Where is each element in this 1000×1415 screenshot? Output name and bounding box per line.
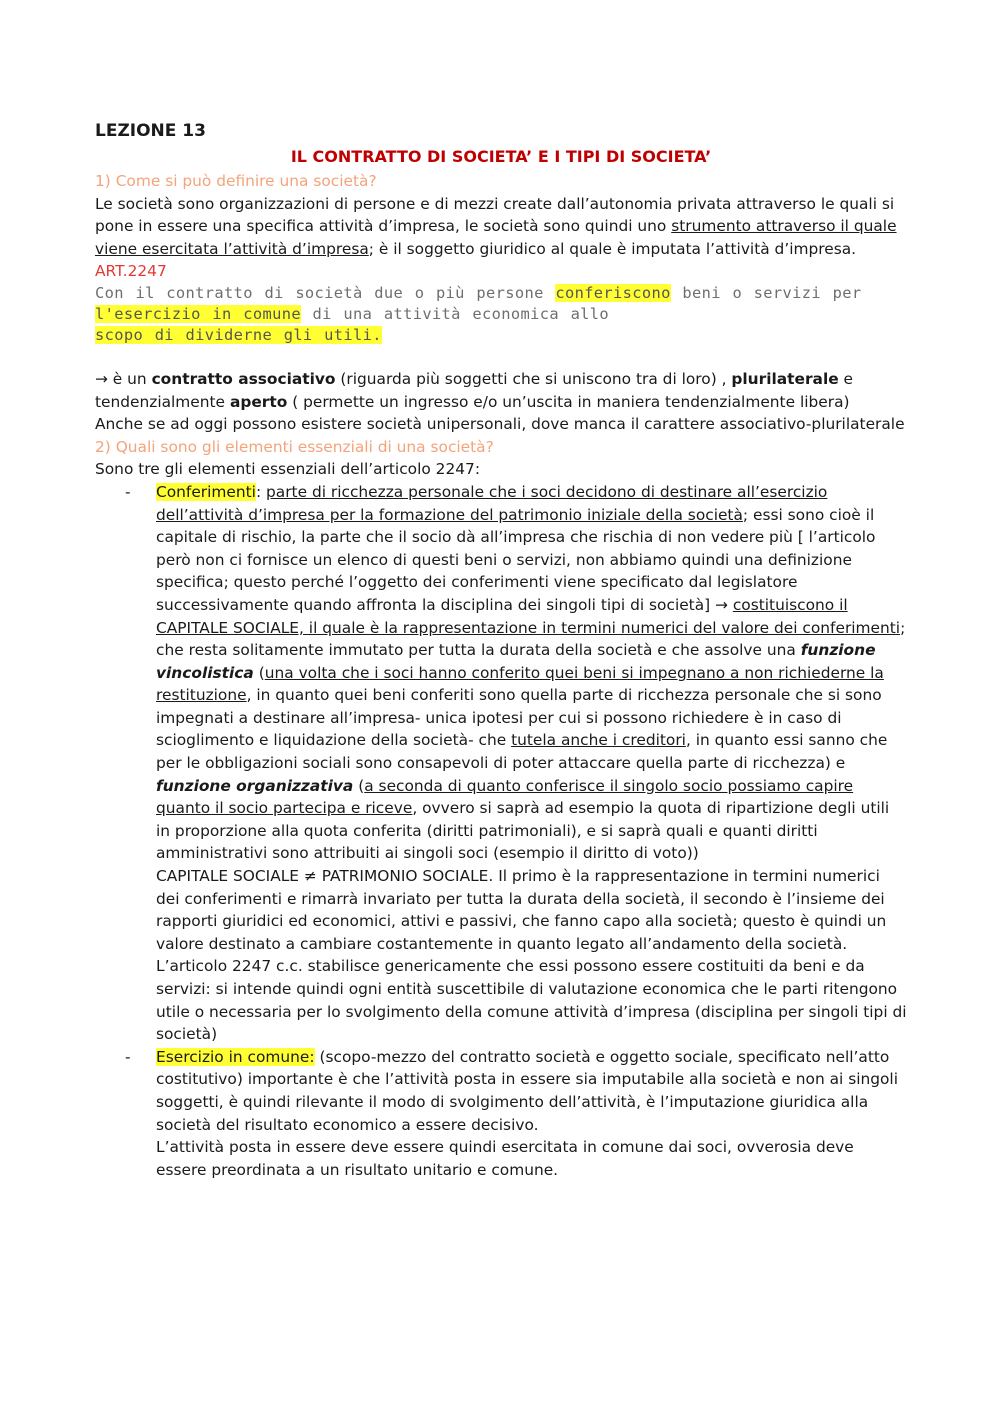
attivita-paragraph: L’attività posta in essere deve essere quindi esercitata in comune dai soci, ovverosia deve essere preordinata a un risultato unitario e comune. bbox=[156, 1138, 854, 1179]
article-2247-paragraph: L’articolo 2247 c.c. stabilisce genericamente che essi possono essere costituiti da beni e da servizi: si intende quindi ogni entità suscettibile di valutazione economica che le parti ritengono utile o necessaria per lo svolgimento della comune attività d’impresa (disciplina per singoli tipi di società) bbox=[156, 957, 907, 1044]
associative-paragraph: → è un contratto associativo (riguarda più soggetti che si uniscono tra di loro) , plurilaterale e tendenzialmente aperto ( permette un ingresso e/o un’uscita in maniera tendenzialmente libera) bbox=[95, 369, 854, 411]
highlight-esercizio: l'esercizio in comune bbox=[95, 304, 301, 323]
arrow-right-icon: → bbox=[95, 369, 108, 388]
document-page bbox=[95, 118, 907, 1181]
list-item bbox=[95, 1046, 907, 1182]
highlight-conferiscono: conferiscono bbox=[555, 283, 671, 302]
list-dash: - bbox=[125, 1047, 131, 1066]
question-2: 2) Quali sono gli elementi essenziali di una società? bbox=[95, 437, 494, 456]
conferimenti-paragraph: Conferimenti: parte di ricchezza personale che i soci decidono di destinare all’esercizio dell’attività d’impresa per la formazione del patrimonio iniziale della società; essi sono cioè il capitale di rischio, la parte che il socio dà all’impresa che rischia di non vedere più [ l’articolo però non ci fornisce un elenco di questi beni o servizi, non abbiamo quindi una definizione specifica; questo perché l’oggetto dei conferimenti viene specificato dal legislatore successivamente quando affronta la disciplina dei singoli tipi di società] → costituiscono il CAPITALE SOCIALE, il quale è la rappresentazione in termini numerici del valore dei conferimenti; che resta solitamente immutato per tutta la durata della società e che assolve una funzione vincolistica (una volta che i soci hanno conferito quei beni si impegnano a non richiederne la restituzione, in quanto quei beni conferiti sono quella parte di ricchezza personale che si sono impegnati a destinare all’impresa- unica ipotesi per cui si possono richiedere è in caso di scioglimento e liquidazione della società- che tutela anche i creditori, in quanto essi sanno che per le obbligazioni sociali sono consapevoli di poter attaccare quella parte di ricchezza) e funzione organizzativa (a seconda di quanto conferisce il singolo socio possiamo capire quanto il socio partecipa e riceve, ovvero si saprà ad esempio la quota di ripartizione degli utili in proporzione alla quota conferita (diritti patrimoniali), e si saprà quali e quanti diritti amministrativi sono attribuiti ai singoli soci (esempio il diritto di voto)) bbox=[156, 482, 906, 863]
capitale-paragraph: CAPITALE SOCIALE ≠ PATRIMONIO SOCIALE. Il primo è la rappresentazione in termini numerici dei conferimenti e rimarrà invariato per tutta la durata della società, il secondo è l’insieme dei rapporti giuridici ed economici, attivi e passivi, che fanno capo alla società; questo è quindi un valore destinato a cambiare costantemente in quanto legato all’andamento della società. bbox=[156, 867, 887, 953]
unipersonal-paragraph: Anche se ad oggi possono esistere società unipersonali, dove manca il carattere associativo-plurilaterale bbox=[95, 415, 905, 434]
highlight-conferimenti: Conferimenti bbox=[156, 482, 256, 501]
esercizio-paragraph: Esercizio in comune: (scopo-mezzo del contratto società e oggetto sociale, specificato nell’atto costitutivo) importante è che l’attività posta in essere sia imputabile alla società e non ai singoli soggetti, è quindi rilevante il modo di svolgimento dell’attività, è l’imputazione giuridica alla società del risultato economico a essere decisivo. bbox=[156, 1047, 898, 1134]
lesson-number: LEZIONE 13 bbox=[95, 121, 206, 141]
answer-1-paragraph: Le società sono organizzazioni di persone e di mezzi create dall’autonomia privata attraverso le quali si pone in essere una specifica attività d’impresa, le società sono quindi uno strumento attraverso il quale viene esercitata l’attività d’impresa; è il soggetto giuridico al quale è imputata l’attività d’impresa. bbox=[95, 194, 897, 258]
elements-list bbox=[95, 481, 907, 1181]
highlight-scopo: scopo di dividerne gli utili. bbox=[95, 325, 382, 344]
list-dash: - bbox=[125, 482, 131, 501]
elements-intro: Sono tre gli elementi essenziali dell’articolo 2247: bbox=[95, 460, 481, 479]
page-title: IL CONTRATTO DI SOCIETA’ E I TIPI DI SOCIETA’ bbox=[290, 147, 712, 166]
spacer bbox=[95, 346, 907, 368]
highlight-esercizio-comune: Esercizio in comune: bbox=[156, 1047, 315, 1066]
underlined-definition: strumento attraverso il quale viene esercitata l’attività d’impresa bbox=[95, 217, 897, 258]
article-label: ART.2247 bbox=[95, 262, 167, 281]
question-1: 1) Come si può definire una società? bbox=[95, 172, 377, 190]
article-quote: Con il contratto di società due o più persone conferiscono beni o servizi per l'esercizio in comune di una attività economica allo scopo di dividerne gli utili. bbox=[95, 283, 862, 344]
list-item bbox=[95, 481, 907, 1046]
